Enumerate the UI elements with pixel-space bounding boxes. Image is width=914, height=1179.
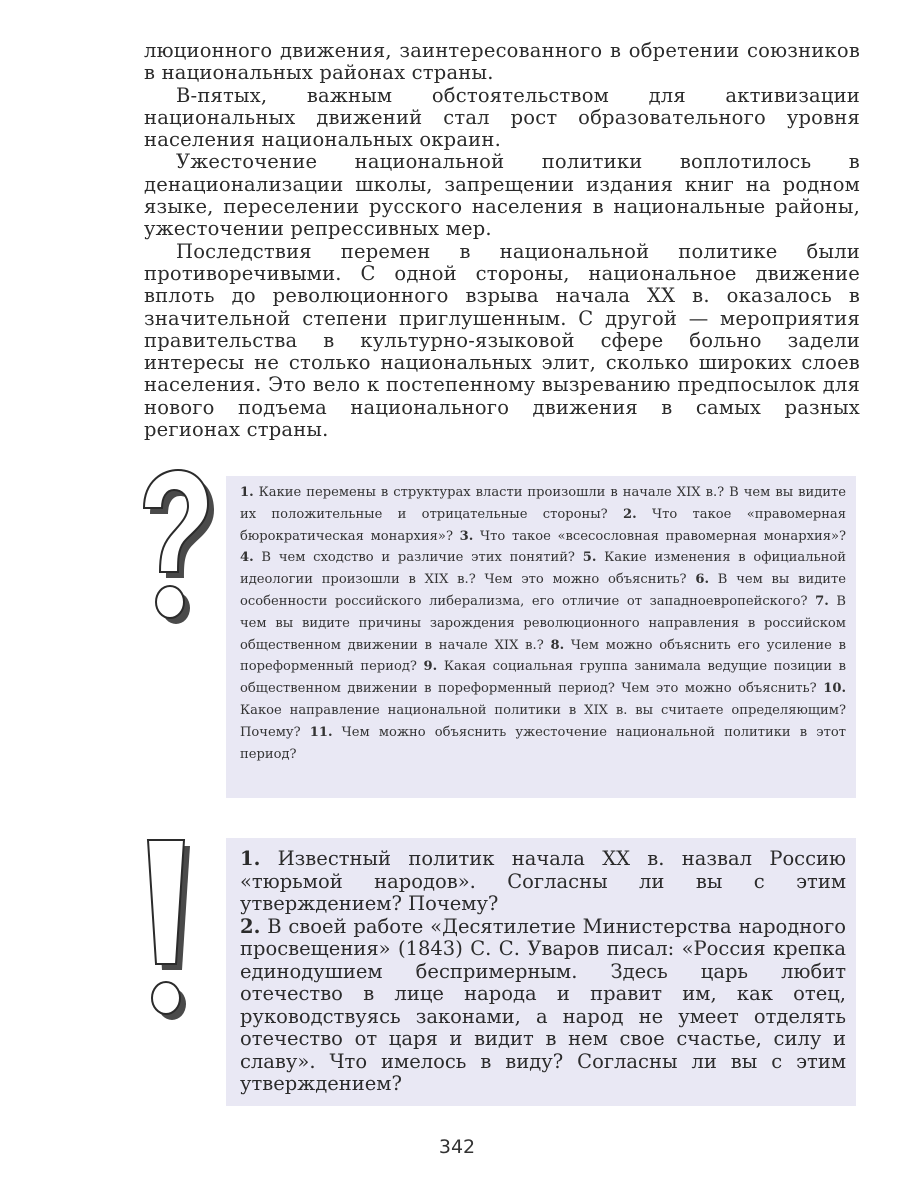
- paragraph: Последствия перемен в национальной политике были противоречивыми. С одной стороны, национальное движение вплоть до революционного взрыва начала XX в. оказалось в значительной степени приглушенным. С другой — мероприятия правительства в культурно-языковой сфере больно задели интересы не столько национальных элит, сколько широких слоев населения. Это вело к постепенному вызреванию предпосылок для нового подъема национального движения в самых разных регионах страны.: [144, 239, 860, 442]
- question-text: В чем вы видите особенности российского либерализма, его отличие от западноевропейского?: [240, 572, 846, 609]
- question-text: Какое направление национальной политики в XIX в. вы считаете определяющим? Почему?: [240, 702, 846, 740]
- question-text: Что такое «правомерная бюрократическая монархия»?: [240, 506, 847, 544]
- question-mark-icon: [134, 468, 216, 648]
- task-text: Известный политик начала XX в. назвал Россию «тюрьмой народов». Согласны ли вы с этим утверждением? Почему?: [240, 847, 846, 915]
- questions-text: [240, 482, 846, 765]
- question-text: Какие перемены в структурах власти произошли в начале XIX в.? В чем вы видите их положительные и отрицательные стороны?: [240, 485, 846, 522]
- question-text: Какие изменения в официальной идеологии произошли в XIX в.? Чем это можно объяснить?: [240, 550, 846, 588]
- question-number: 8.: [550, 637, 565, 653]
- exclamation-mark-icon: [140, 836, 200, 1036]
- question-text: Чем можно объяснить ужесточение национальной политики в этот период?: [240, 724, 847, 762]
- question-text: Какая социальная группа занимала ведущие позиции в общественном движении в пореформенный период? Чем это можно объяснить?: [240, 659, 846, 697]
- question-number: 5.: [582, 550, 597, 566]
- tasks-text: [240, 848, 846, 1096]
- question-number: 11.: [309, 724, 333, 740]
- page-number: 342: [438, 1136, 476, 1158]
- task-item: [240, 916, 846, 1096]
- question-text: В чем сходство и различие этих понятий?: [253, 550, 583, 566]
- question-text: Чем можно объяснить его усиление в пореформенный период?: [240, 637, 846, 675]
- paragraph: В-пятых, важным обстоятельством для активизации национальных движений стал рост образовательного уровня населения национальных окраин.: [144, 83, 860, 152]
- question-text: В чем вы видите причины зарождения революционного направления в российском общественном движении в начале XIX в.?: [240, 593, 846, 653]
- question-number: 9.: [423, 659, 438, 675]
- question-number: 10.: [823, 681, 846, 697]
- question-number: 6.: [695, 572, 710, 588]
- task-number: 1.: [240, 847, 261, 870]
- question-number: 3.: [459, 528, 474, 544]
- paragraph: Ужесточение национальной политики воплотилось в денационализации школы, запрещении издания книг на родном языке, переселении русского населения в национальные районы, ужесточении репрессивных мер.: [144, 150, 860, 241]
- question-number: 4.: [240, 550, 254, 566]
- task-number: 2.: [240, 914, 261, 938]
- question-number: 7.: [815, 593, 829, 609]
- task-text: В своей работе «Десятилетие Министерства народного просвещения» (1843) С. С. Уваров писал: «Россия крепка единодушием беспримерным. Здесь царь любит отечество в лице народа и правит им, как отец, руководствуясь законами, а народ не умеет отделять отечество от царя и видит в нем свое счастье, силу и славу». Что имелось в виду? Согласны ли вы с этим утверждением?: [240, 914, 846, 1095]
- question-number: 2.: [623, 506, 637, 522]
- main-text: [144, 40, 860, 441]
- paragraph: люционного движения, заинтересованного в обретении союзников в национальных районах страны.: [144, 39, 860, 85]
- question-number: 1.: [240, 485, 254, 500]
- task-item: [240, 848, 846, 916]
- question-text: Что такое «всесословная правомерная монархия»?: [473, 528, 846, 544]
